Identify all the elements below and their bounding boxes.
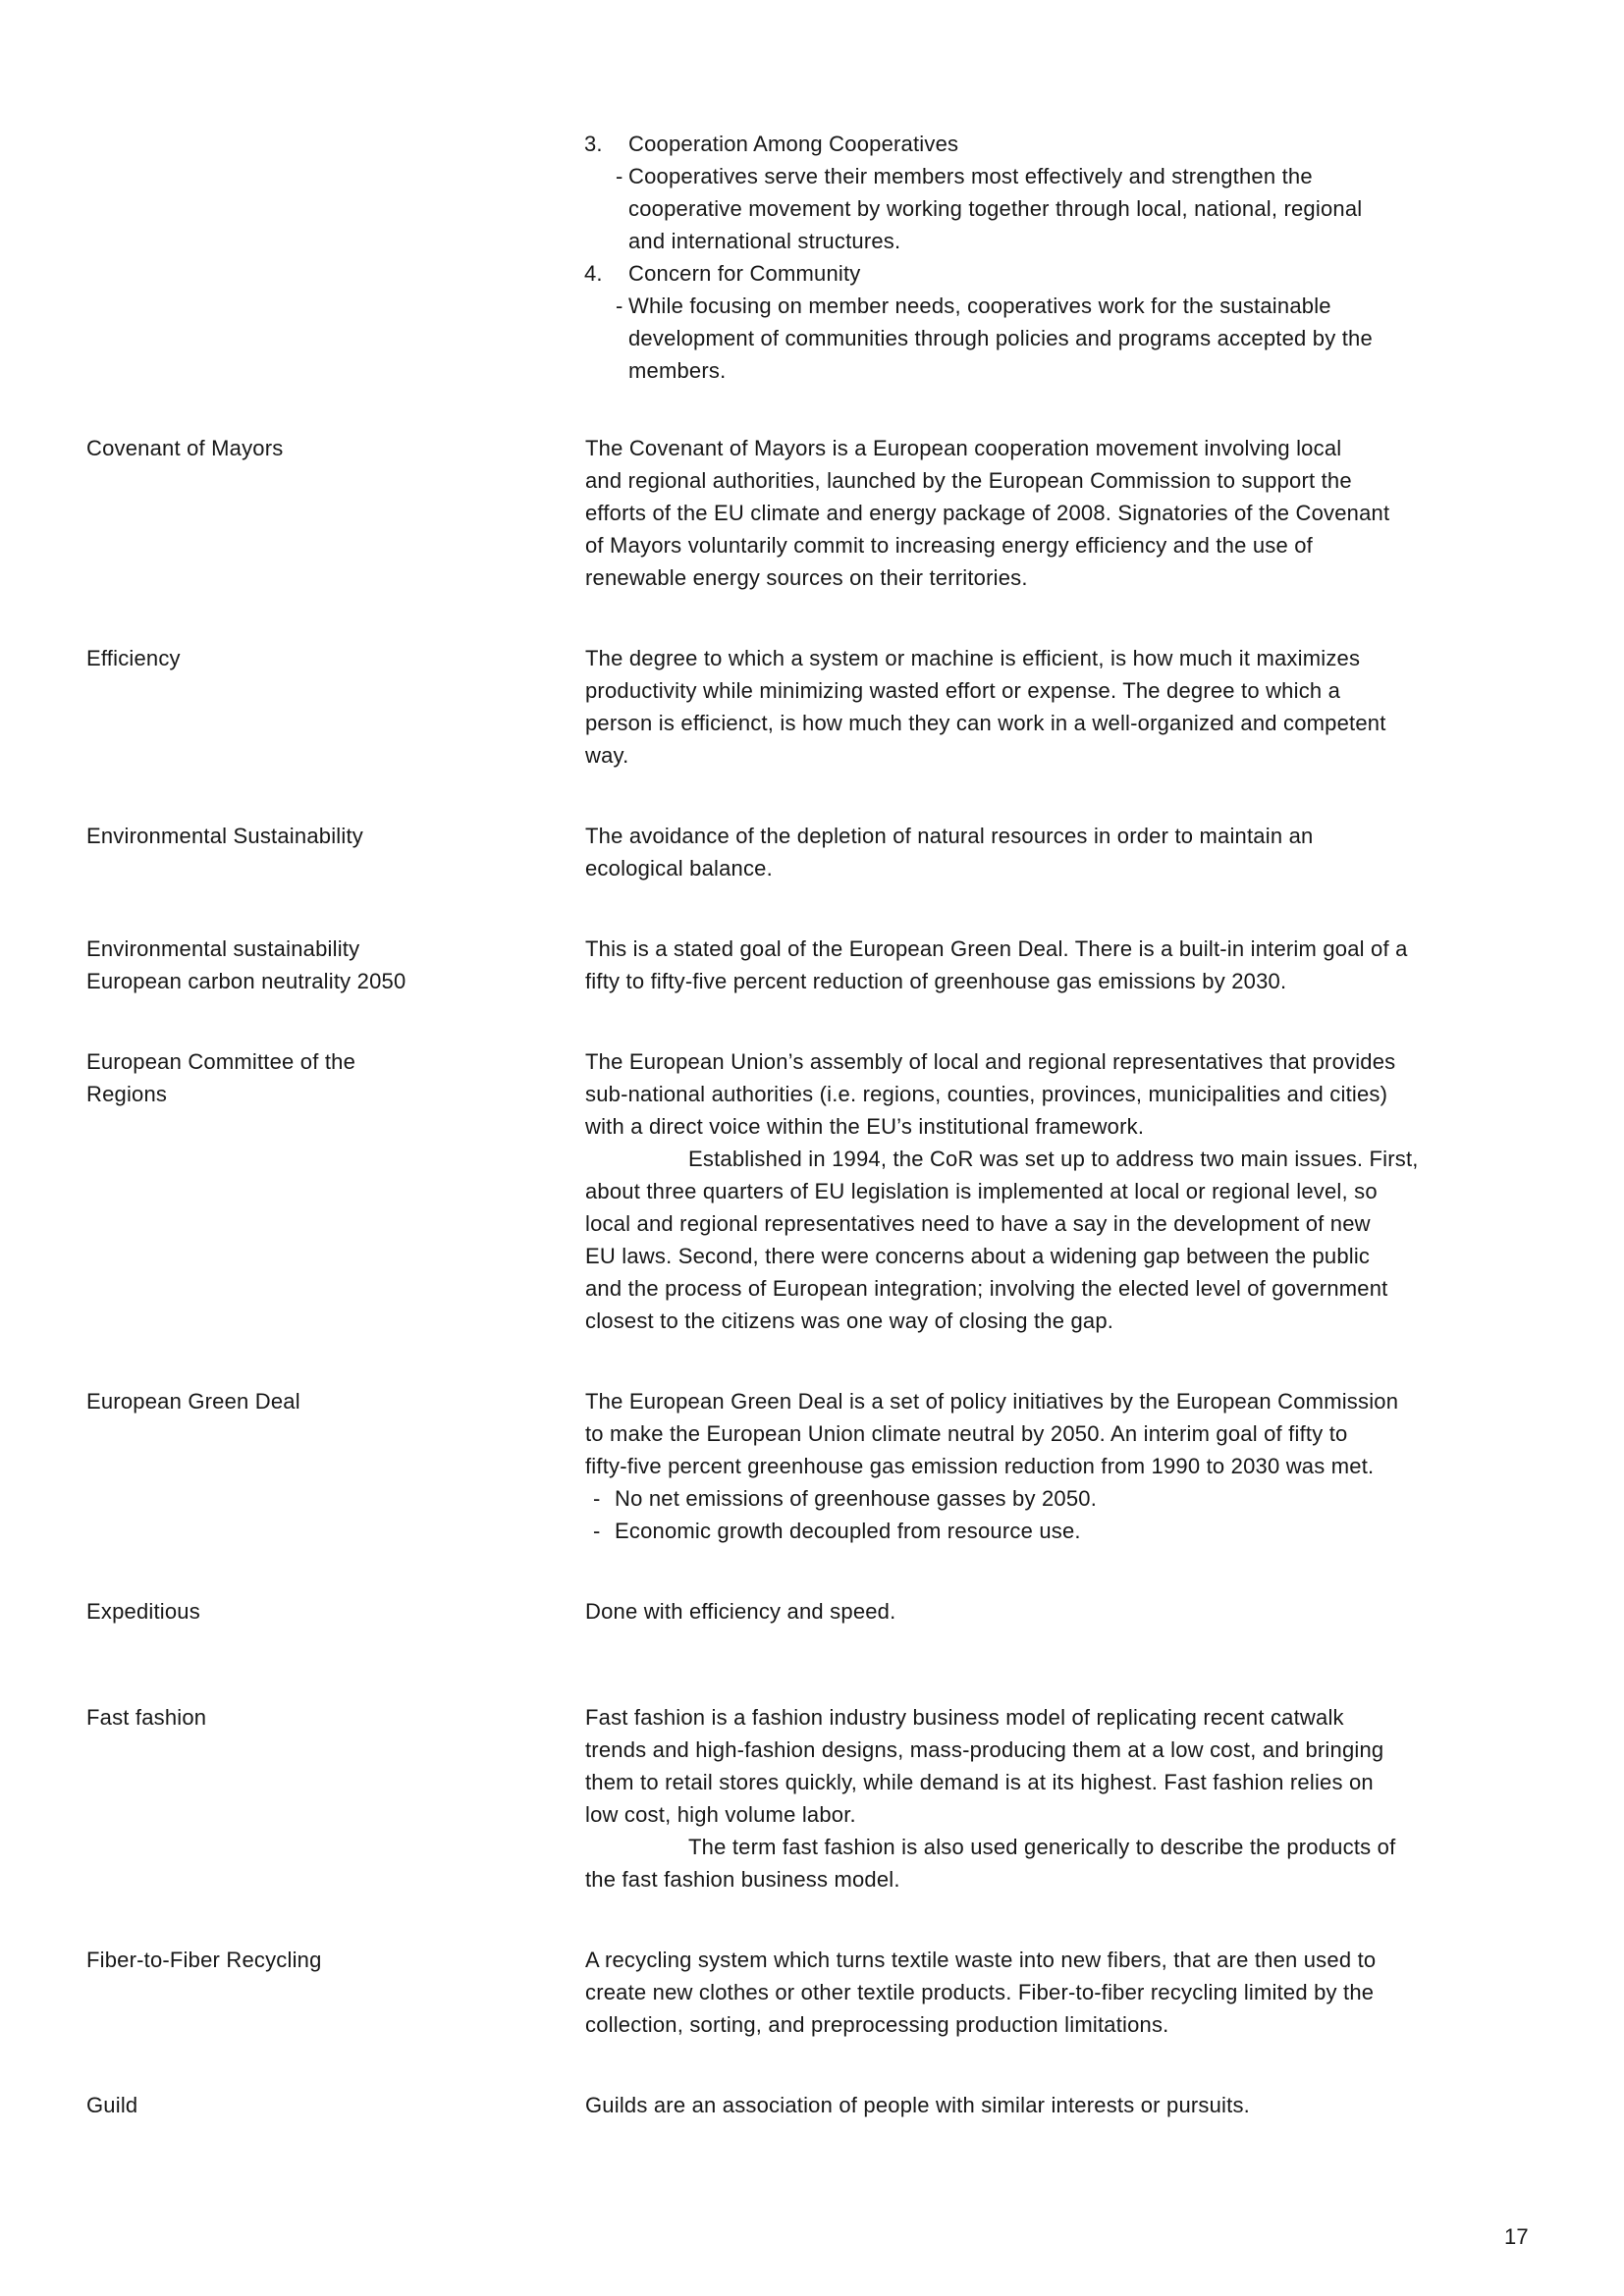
glossary-row xyxy=(86,1701,1542,1896)
definition-line: about three quarters of EU legislation is implemented at local or regional level, so xyxy=(585,1179,1378,1203)
term-line: Expeditious xyxy=(86,1599,200,1624)
glossary-definition xyxy=(585,820,1542,884)
glossary-definition xyxy=(585,432,1542,594)
list-item-title: Concern for Community xyxy=(628,261,861,286)
list-item-line: and international structures. xyxy=(628,229,901,253)
glossary-row xyxy=(86,432,1542,594)
list-item-heading xyxy=(584,128,1542,160)
definition-line: sub-national authorities (i.e. regions, counties, provinces, municipalities and cities) xyxy=(585,1082,1388,1106)
term-line: Fiber-to-Fiber Recycling xyxy=(86,1948,322,1972)
definition-line: and the process of European integration; involving the elected level of government xyxy=(585,1276,1388,1301)
definition-line: create new clothes or other textile products. Fiber-to-fiber recycling limited by the xyxy=(585,1980,1375,2004)
glossary-term xyxy=(86,933,585,997)
definition-line: them to retail stores quickly, while demand is at its highest. Fast fashion relies on xyxy=(585,1770,1374,1794)
term-line: Covenant of Mayors xyxy=(86,436,284,460)
definition-line: The term fast fashion is also used generically to describe the products of xyxy=(688,1835,1396,1859)
definition-line: low cost, high volume labor. xyxy=(585,1802,856,1827)
term-line: European carbon neutrality 2050 xyxy=(86,969,406,993)
definition-line: productivity while minimizing wasted effort or expense. The degree to which a xyxy=(585,678,1341,703)
glossary-definition xyxy=(585,1701,1542,1896)
term-line: Environmental sustainability xyxy=(86,936,360,961)
term-line: Efficiency xyxy=(86,646,181,670)
definition-line: way. xyxy=(585,743,629,768)
definition-line: fifty to fifty-five percent reduction of greenhouse gas emissions by 2030. xyxy=(585,969,1287,993)
definition-line: The Covenant of Mayors is a European cooperation movement involving local xyxy=(585,436,1342,460)
glossary-row xyxy=(86,1944,1542,2041)
definition-line: Established in 1994, the CoR was set up to address two main issues. First, xyxy=(688,1147,1419,1171)
definition-line: The European Green Deal is a set of policy initiatives by the European Commission xyxy=(585,1389,1399,1414)
glossary-term xyxy=(86,820,585,884)
definition-line: collection, sorting, and preprocessing production limitations. xyxy=(585,2012,1169,2037)
definition-line: - No net emissions of greenhouse gasses by 2050. xyxy=(585,1482,1542,1515)
glossary-definition xyxy=(585,933,1542,997)
term-line: Regions xyxy=(86,1082,168,1106)
definition-line: - Economic growth decoupled from resource use. xyxy=(585,1515,1542,1547)
list-item-title: Cooperation Among Cooperatives xyxy=(628,132,959,156)
intro-list xyxy=(584,128,1542,387)
glossary-row xyxy=(86,820,1542,884)
definition-line: the fast fashion business model. xyxy=(585,1867,900,1892)
definition-line: A recycling system which turns textile waste into new fibers, that are then used to xyxy=(585,1948,1377,1972)
glossary-term xyxy=(86,2089,585,2121)
term-line: Environmental Sustainability xyxy=(86,824,363,848)
page-number: 17 xyxy=(1504,2224,1529,2249)
definition-line: Guilds are an association of people with similar interests or pursuits. xyxy=(585,2093,1250,2117)
definition-line: The degree to which a system or machine is efficient, is how much it maximizes xyxy=(585,646,1361,670)
list-item-number: 4. xyxy=(584,261,603,286)
glossary-term xyxy=(86,1045,585,1337)
definition-line: The European Union’s assembly of local and regional representatives that provides xyxy=(585,1049,1396,1074)
list-item-line: - While focusing on member needs, cooperatives work for the sustainable xyxy=(584,290,1542,322)
glossary-row xyxy=(86,1385,1542,1547)
glossary-row xyxy=(86,1045,1542,1337)
list-item-line: development of communities through policies and programs accepted by the xyxy=(628,326,1373,350)
glossary-definition xyxy=(585,1045,1542,1337)
definition-line: closest to the citizens was one way of closing the gap. xyxy=(585,1308,1114,1333)
list-item-line: members. xyxy=(628,358,727,383)
definition-line: fifty-five percent greenhouse gas emission reduction from 1990 to 2030 was met. xyxy=(585,1454,1375,1478)
term-line: Fast fashion xyxy=(86,1705,207,1730)
glossary-term xyxy=(86,642,585,772)
glossary-row xyxy=(86,2089,1542,2121)
list-item-line: cooperative movement by working together through local, national, regional xyxy=(628,196,1363,221)
definition-line: trends and high-fashion designs, mass-producing them at a low cost, and bringing xyxy=(585,1737,1384,1762)
definition-line: of Mayors voluntarily commit to increasing energy efficiency and the use of xyxy=(585,533,1313,558)
glossary-row xyxy=(86,1595,1542,1628)
glossary-row xyxy=(86,642,1542,772)
glossary-definition xyxy=(585,2089,1542,2121)
glossary-term xyxy=(86,1595,585,1628)
term-line: Guild xyxy=(86,2093,138,2117)
glossary-definition xyxy=(585,1595,1542,1628)
glossary-definition xyxy=(585,642,1542,772)
term-line: European Green Deal xyxy=(86,1389,300,1414)
glossary-term xyxy=(86,432,585,594)
list-item-heading xyxy=(584,257,1542,290)
definition-line: person is efficienct, is how much they can work in a well-organized and competent xyxy=(585,711,1386,735)
definition-line: The avoidance of the depletion of natural resources in order to maintain an xyxy=(585,824,1314,848)
definition-line: with a direct voice within the EU’s institutional framework. xyxy=(585,1114,1145,1139)
definition-line: EU laws. Second, there were concerns about a widening gap between the public xyxy=(585,1244,1371,1268)
glossary-term xyxy=(86,1701,585,1896)
glossary-definition xyxy=(585,1385,1542,1547)
glossary-row xyxy=(86,933,1542,997)
list-item-line: - Cooperatives serve their members most effectively and strengthen the xyxy=(584,160,1542,192)
definition-line: and regional authorities, launched by the European Commission to support the xyxy=(585,468,1352,493)
term-line: European Committee of the xyxy=(86,1049,356,1074)
definition-line: local and regional representatives need to have a say in the development of new xyxy=(585,1211,1371,1236)
definition-line: Fast fashion is a fashion industry business model of replicating recent catwalk xyxy=(585,1705,1344,1730)
glossary-term xyxy=(86,1944,585,2041)
definition-line: renewable energy sources on their territories. xyxy=(585,565,1028,590)
glossary-term xyxy=(86,1385,585,1547)
glossary-definition xyxy=(585,1944,1542,2041)
list-item-number: 3. xyxy=(584,132,603,156)
definition-line: efforts of the EU climate and energy package of 2008. Signatories of the Covenant xyxy=(585,501,1390,525)
definition-line: Done with efficiency and speed. xyxy=(585,1599,896,1624)
definition-line: This is a stated goal of the European Green Deal. There is a built-in interim goal of a xyxy=(585,936,1408,961)
definition-line: to make the European Union climate neutral by 2050. An interim goal of fifty to xyxy=(585,1421,1348,1446)
glossary xyxy=(86,432,1542,2121)
definition-line: ecological balance. xyxy=(585,856,773,881)
